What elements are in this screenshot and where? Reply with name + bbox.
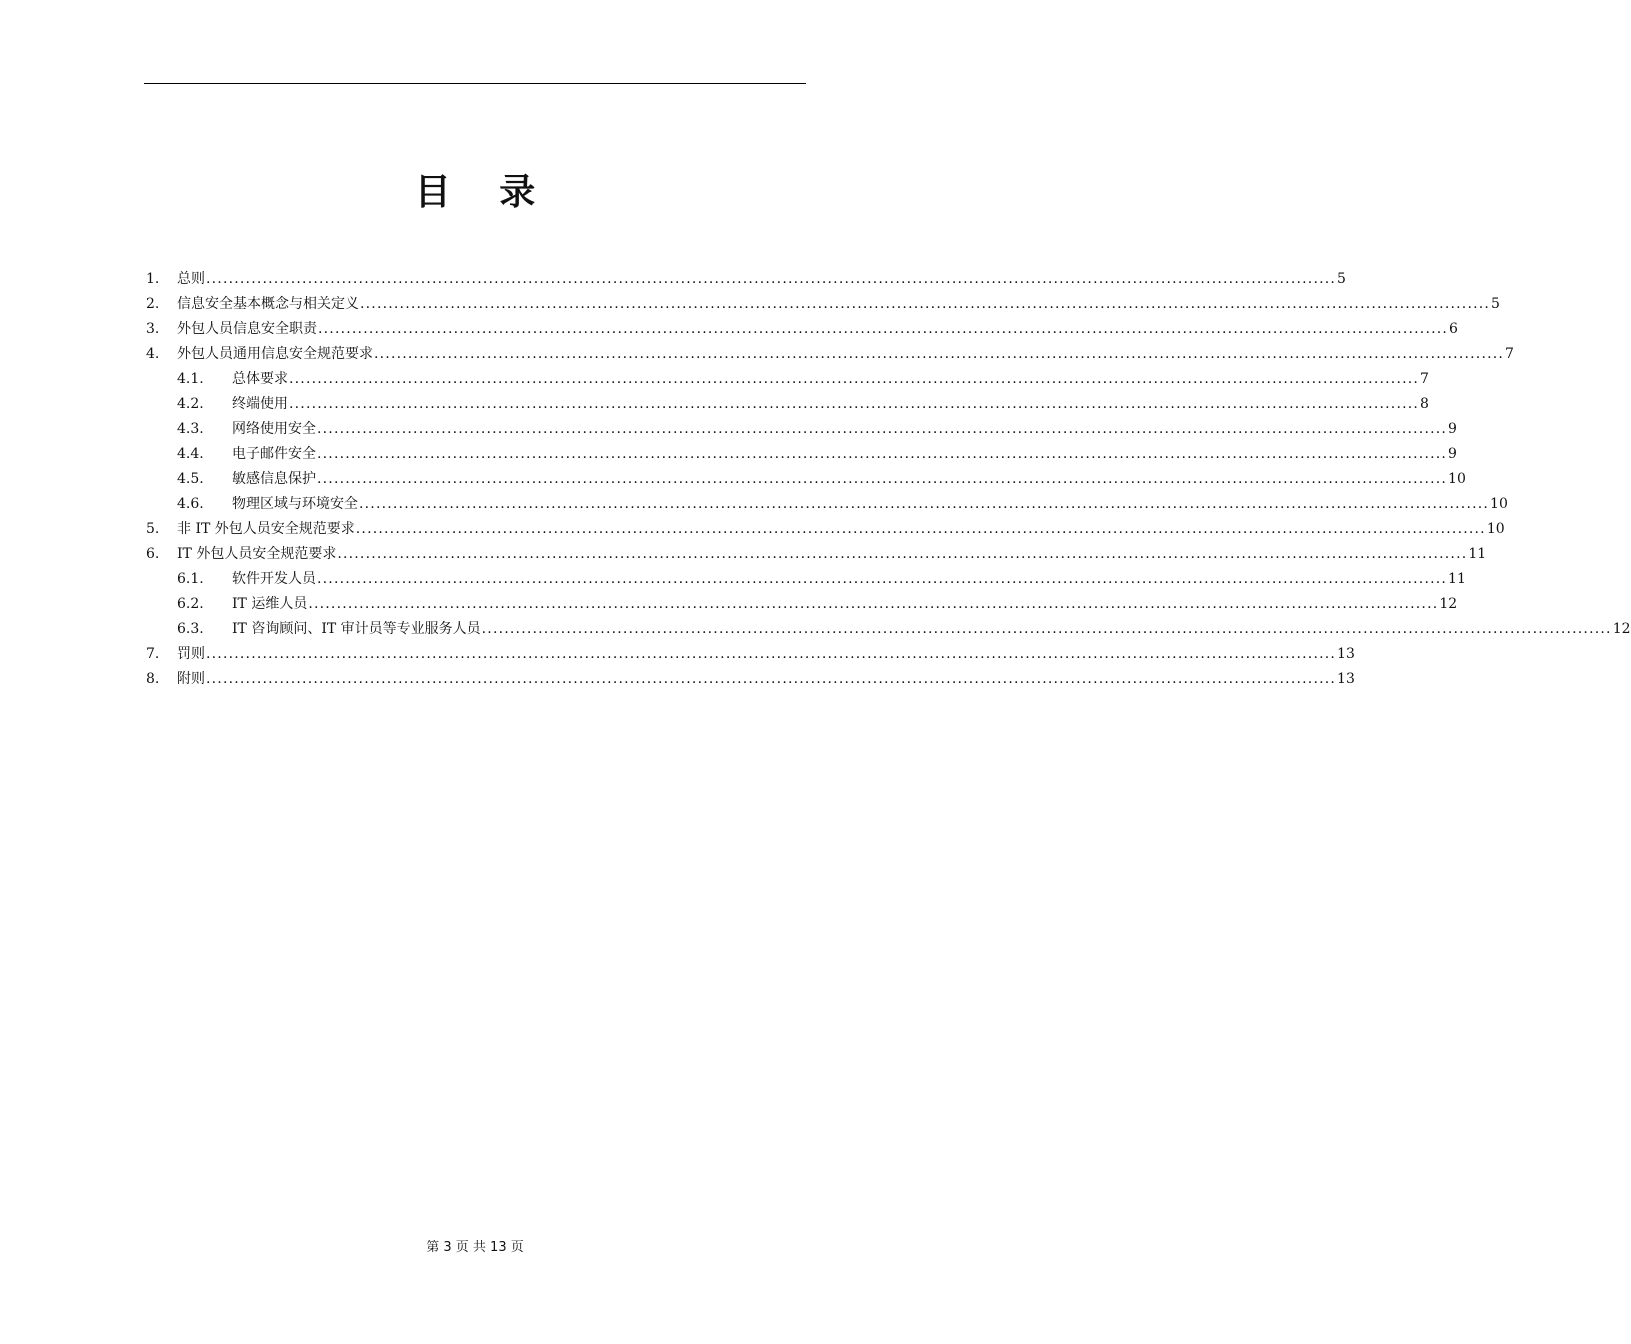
toc-entry-number: 6.3.	[177, 621, 204, 637]
page-footer: 第 3 页 共 13 页	[426, 1240, 524, 1255]
toc-entry-number: 6.2.	[177, 596, 204, 612]
toc-entry-text: 电子邮件安全	[232, 446, 316, 462]
toc-entry[interactable]	[146, 567, 1466, 592]
toc-entry-text: 附则	[177, 671, 205, 687]
page-title: 目 录	[414, 171, 554, 213]
toc-entry[interactable]	[146, 542, 1487, 567]
toc-entry-text: 罚则	[177, 646, 205, 662]
toc-entry-number: 6.1.	[177, 571, 204, 587]
toc-entry[interactable]	[146, 342, 1514, 367]
toc-dot-leader: ........................................................................................................................................................................................................	[481, 621, 1612, 637]
toc-entry-text: IT 运维人员	[232, 596, 308, 612]
toc-entry-number: 2.	[146, 296, 160, 312]
toc-entry[interactable]	[146, 617, 1631, 642]
toc-entry-page: 9	[1448, 446, 1457, 462]
toc-entry-number: 4.3.	[177, 421, 204, 437]
toc-entry-page: 11	[1468, 546, 1487, 562]
toc-entry[interactable]	[146, 317, 1458, 342]
toc-entry-text: 总则	[177, 271, 205, 287]
toc-entry-number: 4.1.	[177, 371, 204, 387]
toc-entry[interactable]	[146, 492, 1508, 517]
toc-entry[interactable]	[146, 467, 1466, 492]
toc-entry-page: 9	[1448, 421, 1457, 437]
header-rule	[144, 83, 806, 84]
toc-entry[interactable]	[146, 267, 1346, 292]
toc-dot-leader: ........................................................................................................................................................................................................	[355, 521, 1486, 537]
toc-entry[interactable]	[146, 667, 1355, 692]
toc-entry-number: 4.5.	[177, 471, 204, 487]
toc-entry[interactable]	[146, 517, 1505, 542]
toc-entry-page: 11	[1448, 571, 1466, 587]
toc-entry-text: 敏感信息保护	[232, 471, 316, 487]
toc-dot-leader: ........................................................................................................................................................................................................	[318, 321, 1449, 337]
toc-dot-leader: ........................................................................................................................................................................................................	[317, 421, 1448, 437]
toc-entry-page: 7	[1420, 371, 1429, 387]
toc-dot-leader: ........................................................................................................................................................................................................	[337, 546, 1468, 562]
toc-entry-text: 总体要求	[232, 371, 288, 387]
toc-dot-leader: ........................................................................................................................................................................................................	[359, 496, 1490, 512]
toc-dot-leader: ........................................................................................................................................................................................................	[317, 446, 1448, 462]
toc-entry-page: 10	[1448, 471, 1466, 487]
toc-entry-text: 网络使用安全	[232, 421, 316, 437]
toc-dot-leader: ........................................................................................................................................................................................................	[289, 396, 1420, 412]
toc-dot-leader: ........................................................................................................................................................................................................	[374, 346, 1505, 362]
toc-entry-number: 4.2.	[177, 396, 204, 412]
toc-entry-page: 10	[1486, 521, 1505, 537]
toc-entry-page: 6	[1449, 321, 1458, 337]
toc-dot-leader: ........................................................................................................................................................................................................	[206, 671, 1337, 687]
table-of-contents	[146, 267, 1631, 692]
toc-entry-page: 5	[1337, 271, 1346, 287]
toc-entry[interactable]	[146, 392, 1429, 417]
toc-entry-page: 8	[1420, 396, 1429, 412]
toc-entry[interactable]	[146, 417, 1457, 442]
toc-dot-leader: ........................................................................................................................................................................................................	[317, 571, 1448, 587]
toc-entry-text: IT 咨询顾问、IT 审计员等专业服务人员	[232, 621, 481, 637]
toc-entry[interactable]	[146, 442, 1457, 467]
toc-entry-number: 4.4.	[177, 446, 204, 462]
toc-entry-number: 4.	[146, 346, 160, 362]
toc-entry-page: 10	[1490, 496, 1508, 512]
toc-dot-leader: ........................................................................................................................................................................................................	[206, 646, 1337, 662]
toc-entry[interactable]	[146, 292, 1500, 317]
toc-entry-page: 7	[1505, 346, 1514, 362]
toc-dot-leader: ........................................................................................................................................................................................................	[317, 471, 1448, 487]
toc-entry-text: 信息安全基本概念与相关定义	[177, 296, 359, 312]
toc-entry-number: 8.	[146, 671, 160, 687]
toc-entry-text: 外包人员通用信息安全规范要求	[177, 346, 373, 362]
toc-entry-number: 5.	[146, 521, 160, 537]
toc-entry[interactable]	[146, 642, 1355, 667]
toc-entry-text: 软件开发人员	[232, 571, 316, 587]
toc-dot-leader: ........................................................................................................................................................................................................	[308, 596, 1439, 612]
toc-dot-leader: ........................................................................................................................................................................................................	[289, 371, 1420, 387]
toc-dot-leader: ........................................................................................................................................................................................................	[360, 296, 1491, 312]
toc-entry-page: 12	[1612, 621, 1631, 637]
toc-entry-text: 非 IT 外包人员安全规范要求	[177, 521, 355, 537]
toc-entry-text: 外包人员信息安全职责	[177, 321, 317, 337]
toc-entry-page: 13	[1337, 646, 1355, 662]
toc-entry-number: 1.	[146, 271, 160, 287]
toc-entry-page: 5	[1491, 296, 1500, 312]
toc-entry-text: 物理区域与环境安全	[232, 496, 358, 512]
toc-entry-text: IT 外包人员安全规范要求	[177, 546, 337, 562]
toc-entry-page: 12	[1439, 596, 1458, 612]
toc-entry-page: 13	[1337, 671, 1355, 687]
toc-entry-number: 6.	[146, 546, 160, 562]
toc-entry[interactable]	[146, 367, 1429, 392]
toc-entry-number: 3.	[146, 321, 160, 337]
toc-entry-number: 4.6.	[177, 496, 204, 512]
toc-dot-leader: ........................................................................................................................................................................................................	[206, 271, 1337, 287]
toc-entry[interactable]	[146, 592, 1458, 617]
toc-entry-number: 7.	[146, 646, 160, 662]
toc-entry-text: 终端使用	[232, 396, 288, 412]
